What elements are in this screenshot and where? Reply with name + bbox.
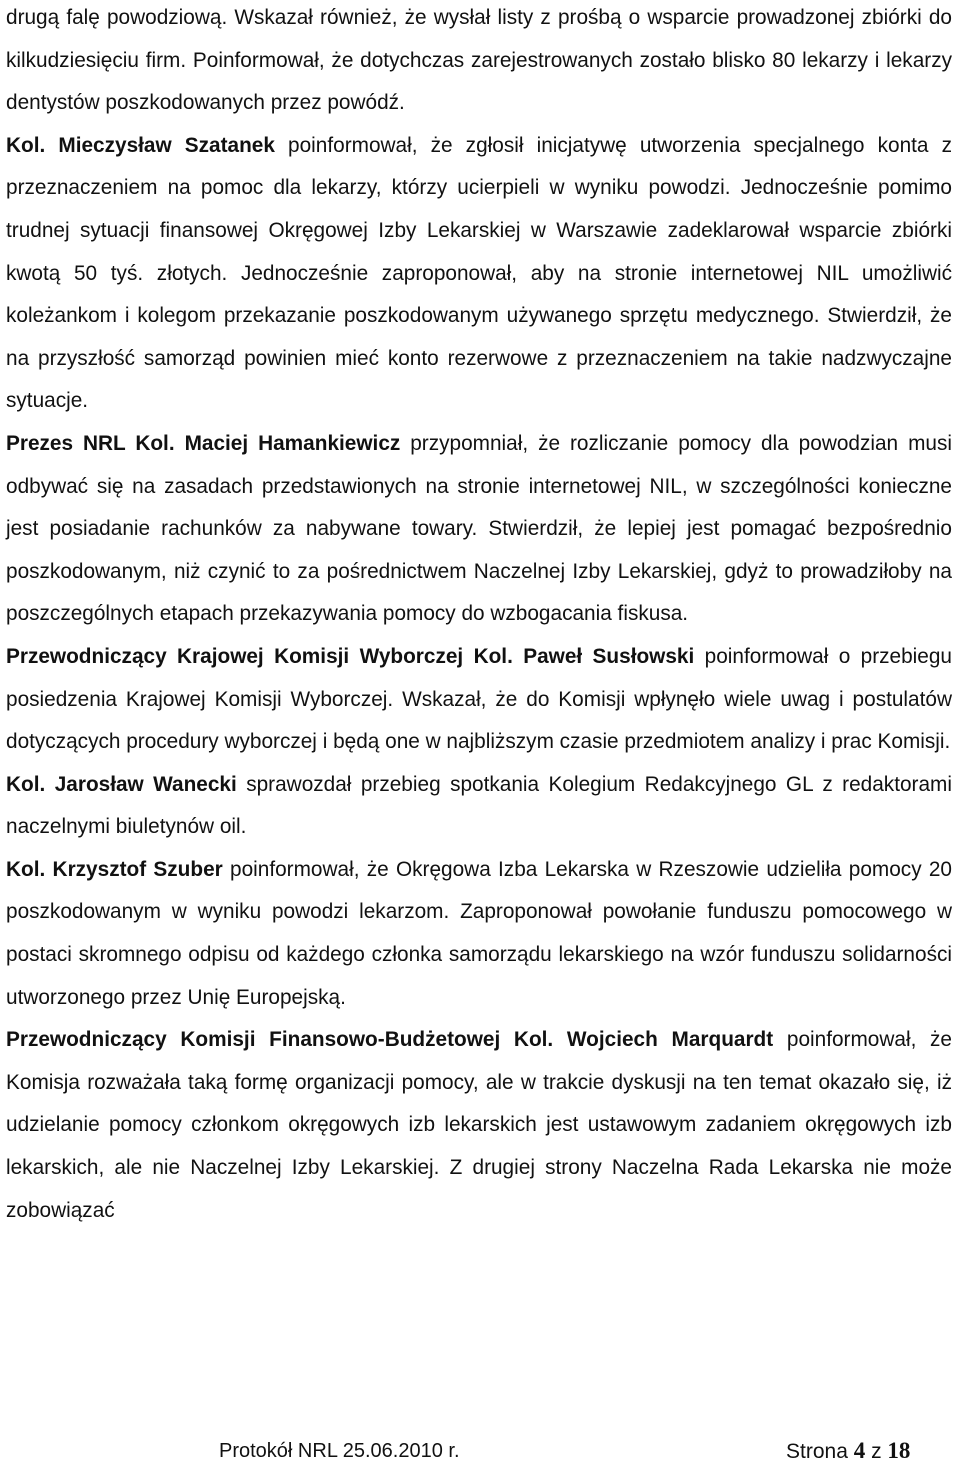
paragraph xyxy=(6,1019,952,1232)
paragraph-text: drugą falę powodziową. Wskazał również, że wysłał listy z prośbą o wsparcie prowadzonej zbiórki do kilkudziesięciu firm. Poinformował, że dotychczas zarejestrowanych zostało blisko 80 lekarzy i lekarzy dentystów poszkodowanych przez powódź. xyxy=(6,6,952,115)
speaker-name: Kol. Mieczysław Szatanek xyxy=(6,133,275,157)
speaker-name: Kol. Jarosław Wanecki xyxy=(6,772,237,796)
speaker-name: Przewodniczący Krajowej Komisji Wyborczej Kol. Paweł Susłowski xyxy=(6,644,695,668)
paragraph-text: poinformował, że Okręgowa Izba Lekarska w Rzeszowie udzieliła pomocy 20 poszkodowanym w wyniku powodzi lekarzom. Zaproponował powołanie funduszu pomocowego w postaci skromnego odpisu od każdego członka samorządu lekarskiego na wzór funduszu solidarności utworzonego przez Unię Europejską. xyxy=(6,857,952,1009)
page-label: Strona xyxy=(786,1440,848,1463)
paragraph xyxy=(6,764,952,849)
paragraph-text: poinformował o przebiegu posiedzenia Krajowej Komisji Wyborczej. Wskazał, że do Komisji wpłynęło wiele uwag i postulatów dotyczących procedury wyborczej i będą one w najbliższym czasie przedmiotem analizy i prac Komisji. xyxy=(6,644,952,754)
speaker-name: Kol. Krzysztof Szuber xyxy=(6,857,223,881)
page-footer xyxy=(0,1438,960,1464)
paragraph xyxy=(6,849,952,1019)
speaker-name: Przewodniczący Komisji Finansowo-Budżetowej Kol. Wojciech Marquardt xyxy=(6,1028,774,1052)
document-body xyxy=(6,0,952,1232)
page-separator: z xyxy=(871,1440,882,1463)
page-indicator xyxy=(786,1438,910,1464)
page-number: 4 xyxy=(853,1438,866,1463)
paragraph xyxy=(6,125,952,423)
speaker-name: Prezes NRL Kol. Maciej Hamankiewicz xyxy=(6,431,401,455)
paragraph xyxy=(6,423,952,636)
paragraph-text: przypomniał, że rozliczanie pomocy dla powodzian musi odbywać się na zasadach przedstawionych na stronie internetowej NIL, w szczególności konieczne jest posiadanie rachunków za nabywane towary. Stwierdził, że lepiej jest pomagać bezpośrednio poszkodowanym, niż czynić to za pośrednictwem Naczelnej Izby Lekarskiej, gdyż to prowadziłoby na poszczególnych etapach przekazywania pomocy do wzbogacania fiskusa. xyxy=(6,431,952,626)
page-total: 18 xyxy=(887,1438,911,1463)
protocol-label: Protokół NRL 25.06.2010 r. xyxy=(219,1440,460,1462)
paragraph-text: poinformował, że zgłosił inicjatywę utworzenia specjalnego konta z przeznaczeniem na pomoc dla lekarzy, którzy ucierpieli w wyniku powodzi. Jednocześnie pomimo trudnej sytuacji finansowej Okręgowej Izby Lekarskiej w Warszawie zadeklarował wsparcie zbiórki kwotą 50 tyś. złotych. Jednocześnie zaproponował, aby na stronie internetowej NIL umożliwić koleżankom i kolegom przekazanie poszkodowanym używanego sprzętu medycznego. Stwierdził, że na przyszłość samorząd powinien mieć konto rezerwowe z przeznaczeniem na takie nadzwyczajne sytuacje. xyxy=(6,133,952,413)
paragraph-text: sprawozdał przebieg spotkania Kolegium Redakcyjnego GL z redaktorami naczelnymi biuletynów oil. xyxy=(6,772,952,839)
paragraph-text: poinformował, że Komisja rozważała taką formę organizacji pomocy, ale w trakcie dyskusji na ten temat okazało się, iż udzielanie pomocy członkom okręgowych izb lekarskich jest ustawowym zadaniem okręgowych izb lekarskich, ale nie Naczelnej Izby Lekarskiej. Z drugiej strony Naczelna Rada Lekarska nie może zobowiązać xyxy=(6,1028,953,1222)
paragraph xyxy=(6,636,952,764)
paragraph xyxy=(6,0,952,125)
